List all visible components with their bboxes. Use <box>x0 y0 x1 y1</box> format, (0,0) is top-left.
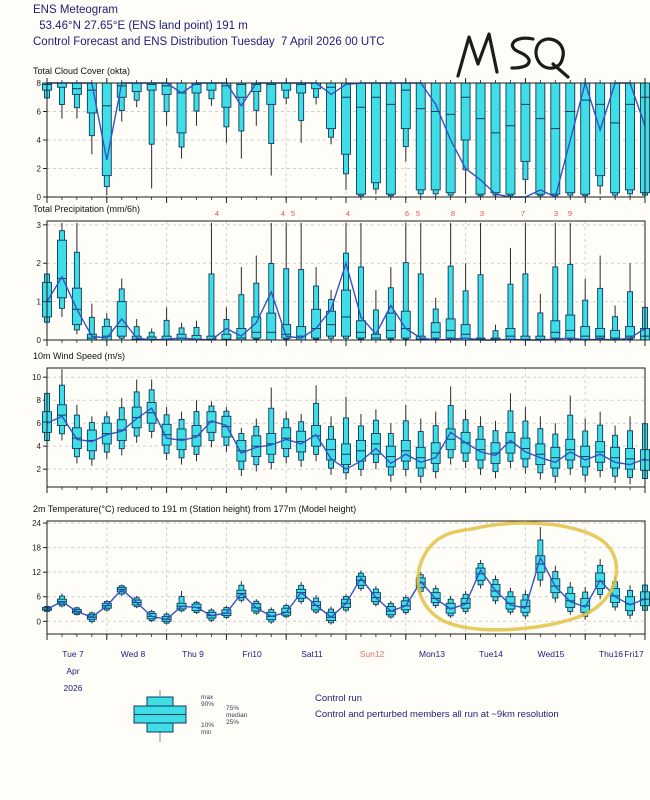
chart-text: 6 <box>36 419 41 429</box>
precip-extreme-value: 6 <box>404 209 410 218</box>
forecast-run-line: Control Forecast and ENS Distribution Tuesday 7 April 2026 00 UTC <box>33 36 385 48</box>
box-25-75 <box>521 83 530 161</box>
panel-wind <box>32 351 649 493</box>
box-25-75 <box>371 83 380 183</box>
box-10-90 <box>149 83 154 144</box>
day-label: Wed15 <box>537 649 565 659</box>
panel-cloud <box>33 66 650 203</box>
day-label: Fri10 <box>242 649 262 659</box>
chart-text: 2 <box>36 259 41 269</box>
day-label: Tue 7 <box>62 649 84 659</box>
legend-label-25: 25% <box>226 719 240 726</box>
precip-extreme-value: 4 <box>280 209 286 218</box>
box-10-90 <box>418 274 423 340</box>
day-label: Tue14 <box>479 649 503 659</box>
day-label-sunday: Sun12 <box>359 649 385 659</box>
box-25-75 <box>551 321 560 338</box>
box-25-75 <box>177 334 186 340</box>
legend-label-min: min <box>201 729 212 736</box>
handwritten-q <box>536 39 568 77</box>
box-25-75 <box>626 83 635 190</box>
box-25-75 <box>327 83 336 129</box>
handwritten-msq-annotation <box>458 34 568 77</box>
box-25-75 <box>581 327 590 340</box>
legend-label-max: max <box>201 694 214 701</box>
chart-text: 2 <box>36 164 41 174</box>
box-25-75 <box>237 83 246 97</box>
box-25-75 <box>132 83 141 92</box>
chart-text: 12 <box>32 568 41 578</box>
precip-extreme-value: 9 <box>567 209 573 218</box>
box-10-90 <box>523 274 528 340</box>
panel-title-wind: 10m Wind Speed (m/s) <box>33 351 126 361</box>
box-25-75 <box>57 240 66 298</box>
box-25-75 <box>611 83 620 193</box>
day-label: Mon13 <box>419 649 445 659</box>
legend-control-run-label: Control run <box>315 693 362 704</box>
day-label: Wed 8 <box>120 649 146 659</box>
chart-text: 0 <box>36 193 41 202</box>
box-25-75 <box>252 317 261 338</box>
day-label: Thu 9 <box>182 649 204 659</box>
chart-text: 10 <box>32 373 41 383</box>
box-25-75 <box>506 83 515 194</box>
month-label: Apr <box>66 666 80 676</box>
chart-text: 24 <box>32 519 41 529</box>
chart-text: 8 <box>36 79 41 88</box>
box-25-75 <box>342 290 351 336</box>
legend-members-note: Control and perturbed members all run at ~9km resolution <box>315 709 559 720</box>
box-25-75 <box>207 83 216 90</box>
chart-text: 4 <box>36 136 41 145</box>
box-25-75 <box>342 83 351 154</box>
page-title: ENS Meteogram <box>33 4 119 16</box>
box-25-75 <box>491 83 500 193</box>
box-25-75 <box>446 83 455 193</box>
box-25-75 <box>267 313 276 340</box>
day-label: Sat11 <box>301 649 323 659</box>
panel-title-temp: 2m Temperature(°C) reduced to 191 m (Station height) from 177m (Model height) <box>33 504 357 514</box>
chart-text: 0 <box>36 617 41 627</box>
chart-text: 3 <box>36 220 41 230</box>
box-25-75 <box>536 83 545 194</box>
year-label: 2026 <box>63 683 83 693</box>
box-10-90 <box>209 274 214 340</box>
box-25-75 <box>356 83 365 194</box>
precip-extreme-value: 4 <box>345 209 351 218</box>
box-25-75 <box>327 311 336 336</box>
precip-extreme-value: 5 <box>290 209 296 218</box>
box-25-75 <box>566 315 575 338</box>
precip-extreme-value: 5 <box>415 209 421 218</box>
box-25-75 <box>431 323 440 338</box>
day-label: Fri17 <box>624 649 644 659</box>
chart-text: 1 <box>36 297 41 307</box>
box-25-75 <box>267 83 276 104</box>
box-25-75 <box>386 83 395 194</box>
box-25-75 <box>506 328 515 339</box>
box-25-75 <box>386 313 395 338</box>
handwritten-s <box>512 38 533 68</box>
box-25-75 <box>416 83 425 190</box>
precip-extreme-value: 3 <box>553 209 559 218</box>
box-whisker-series <box>43 223 650 340</box>
legend-label-10: 10% <box>201 722 215 729</box>
chart-text: 2 <box>36 465 41 475</box>
legend-label-75: 75% <box>226 705 240 712</box>
box-25-75 <box>356 321 365 338</box>
chart-text: 4 <box>36 442 41 452</box>
panel-title-precip: Total Precipitation (mm/6h) <box>33 204 141 214</box>
handwritten-m <box>458 34 497 76</box>
legend-label-90: 90% <box>201 701 215 708</box>
panel-precip <box>33 204 650 346</box>
box-25-75 <box>461 83 470 140</box>
chart-text: 8 <box>36 396 41 406</box>
chart-text: 6 <box>36 107 41 117</box>
panel-title-cloud: Total Cloud Cover (okta) <box>33 66 131 76</box>
precip-extreme-value: 4 <box>214 209 220 218</box>
box-25-75 <box>102 83 111 176</box>
precip-extreme-value: 7 <box>520 209 526 218</box>
box-10-90 <box>478 275 483 340</box>
box-25-75 <box>72 288 81 324</box>
x-axis-labels <box>62 649 644 693</box>
chart-text: 6 <box>36 592 41 602</box>
box-25-75 <box>551 83 560 194</box>
chart-text: 18 <box>32 543 41 553</box>
day-label: Thu16 <box>598 649 624 659</box>
box-25-75 <box>446 319 455 338</box>
precip-extreme-value: 8 <box>450 209 456 218</box>
chart-text: 0 <box>36 336 41 345</box>
box-25-75 <box>282 83 291 90</box>
precip-extreme-value: 3 <box>479 209 485 218</box>
legend-box-glyph <box>134 690 186 742</box>
legend-label-median: median <box>226 712 248 719</box>
location-line: 53.46°N 27.65°E (ENS land point) 191 m <box>36 20 248 32</box>
